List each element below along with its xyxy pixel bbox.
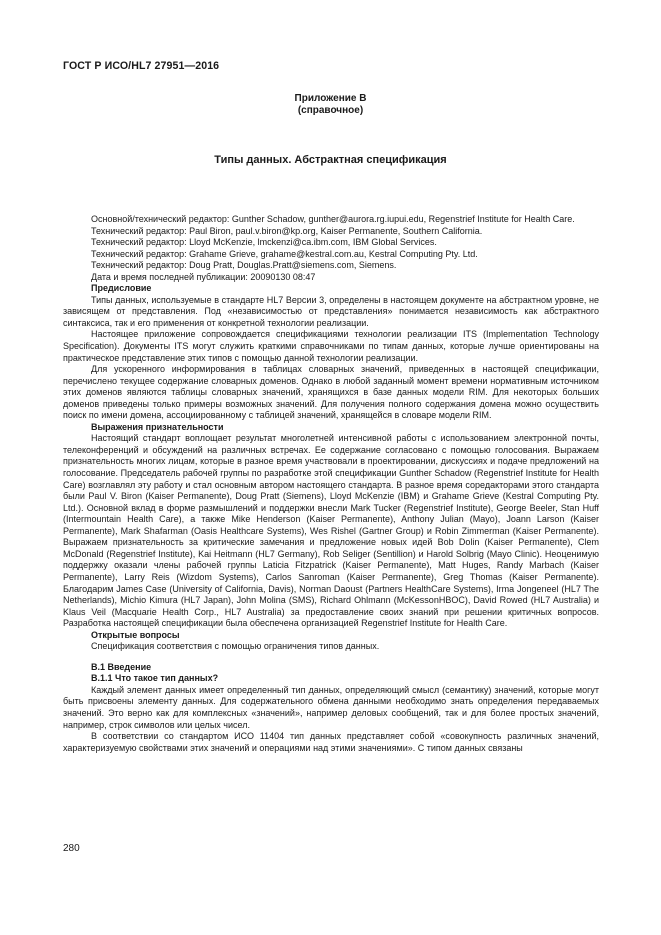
credit-line: Технический редактор: Lloyd McKenzie, lmckenzi@ca.ibm.com, IBM Global Services. — [91, 237, 437, 248]
preface-paragraph: Типы данных, используемые в стандарте HL7 Версии 3, определены в настоящем документе на абстрактном уровне, не зависящем от представления. Под «независимостью от представления» понимается независимость как абстрактного синтаксиса, так и его применения от конкретной технологии реализации. — [63, 294, 599, 328]
open-issues-paragraph: Спецификация соответствия с помощью ограничения типов данных. — [91, 641, 380, 652]
page-number: 280 — [63, 843, 80, 854]
preface-heading: Предисловие — [91, 283, 152, 294]
credit-line: Основной/технический редактор: Gunther Schadow, gunther@aurora.rg.iupui.edu, Regenstrief Institute for Health Care. — [91, 214, 575, 224]
acknowledgements-heading: Выражения признательности — [91, 421, 224, 432]
credit-line: Технический редактор: Doug Pratt, Douglas.Pratt@siemens.com, Siemens. — [91, 260, 397, 271]
standard-header: ГОСТ Р ИСО/HL7 27951—2016 — [63, 60, 220, 72]
subsection-heading: В.1.1 Что такое тип данных? — [91, 673, 219, 684]
publication-date: Дата и время последней публикации: 20090130 08:47 — [91, 271, 316, 282]
preface-paragraph: Настоящее приложение сопровождается спецификациями технологии реализации ITS (Implementation Technology Specification). Документы ITS могут служить краткими справочниками по типам данных, которые лучше ориентированы на практическое представление этих типов с помощью данной технологии реализации. — [63, 329, 599, 363]
preface-paragraph: Для ускоренного информирования в таблицах словарных значений, приведенных в настоящей спецификации, перечислено текущее содержание словарных доменов. Однако в любой заданный момент времени нормативным источником этих доменов являются таблицы словарных значений, хранящихся в базе данных модели RIM. Для некоторых больших доменов приведены только примеры возможных значений. Для получения полного содержания домена можно осуществить поиск по имени домена, ассоциированному с таблицей значений, хранящейся в словаре модели RIM. — [63, 364, 599, 421]
introduction-heading: В.1 Введение — [91, 661, 152, 672]
acknowledgements-paragraph: Настоящий стандарт воплощает результат многолетней интенсивной работы с использованием электронной почты, телеконференций и обсуждений на различных встречах. Ее содержание согласовано с помощью голосования. Выражаем признательность многих лицам, которые в разное время участвовали в проектировании, дискуссиях и подаче предложений на голосование. Председатель рабочей группы по разработке этой спецификации Gunther Schadow (Regenstrief Institute for Health Care) возглавлял эту работу и стал основным автором настоящего стандарта. В разное время соредакторами этого стандарта были Paul V. Biron (Kaiser Permanente), Doug Pratt (Siemens), Lloyd McKenzie (IBM) и Grahame Grieve (Kestral Computing Pty. Ltd.). Основной вклад в форме размышлений и поддержки внесли Mark Tucker (Regenstrief Institute), George Beeler, Stan Huff (Intermountain Health Care), а также Mike Henderson (Kaiser Permanente), Anthony Julian (Mayo), Joann Larson (Kaiser Permanente), Mark Shafarman (Oasis Healthcare Systems), Wes Rishel (Gartner Group) и Robin Zimmerman (Kaiser Permanente). Выражаем признательность за критические замечания и предложение новых идей Bob Dolin (Kaiser Permanente), Clem McDonald (Regenstrief Institute), Kai Heitmann (HL7 Germany), Rob Seliger (Sentillion) и Harold Solbrig (Mayo Clinic). Неоценимую поддержку оказали члены рабочей группы Laticia Fitzpatrick (Kaiser Permanente), Matt Huges, Randy Marbach (Kaiser Permanente), Larry Reis (Wizdom Systems), Carlos Sanroman (Kaiser Permanente), Greg Thomas (Kaiser Permanente). Благодарим James Case (University of California, Davis), Norman Daoust (Partners HealthCare Systems), Irma Jongeneel (HL7 The Netherlands), Michio Kimura (HL7 Japan), John Molina (SMS), Richard Ohlmann (McKessonHBOC), David Rowed (HL7 Australia) и Klaus Veil (Macquarie Health Corp., HL7 Australia) за предоставление своих знаний при решении критичных вопросов. Разработка настоящей спецификации была обеспечена организацией Regenstrief Institute for Health Care. — [63, 433, 599, 629]
annex-title: Типы данных. Абстрактная спецификация — [214, 154, 447, 166]
introduction-paragraph: В соответствии со стандартом ИСО 11404 тип данных представляет собой «совокупность различных значений, характеризуемую свойствами этих значений и операциями над этими значениями». С типом данных связаны — [63, 731, 599, 753]
credit-line: Технический редактор: Paul Biron, paul.v.biron@kp.org, Kaiser Permanente, Southern California. — [91, 225, 483, 236]
annex-status: (справочное) — [297, 105, 364, 116]
document-body — [63, 214, 599, 754]
credit-line: Технический редактор: Grahame Grieve, grahame@kestral.com.au, Kestral Computing Pty. Ltd. — [91, 248, 478, 259]
introduction-paragraph: Каждый элемент данных имеет определенный тип данных, определяющий смысл (семантику) значений, которые могут быть присвоены элементу данных. Для содержательного обмена данными необходимо знать определения передаваемых значений. Это верно как для комплексных «значений», например деловых сообщений, так и для более простых значений, например, строк символов или целых чисел. — [63, 684, 599, 730]
annex-label: Приложение В — [294, 93, 367, 104]
open-issues-heading: Открытые вопросы — [91, 629, 180, 640]
